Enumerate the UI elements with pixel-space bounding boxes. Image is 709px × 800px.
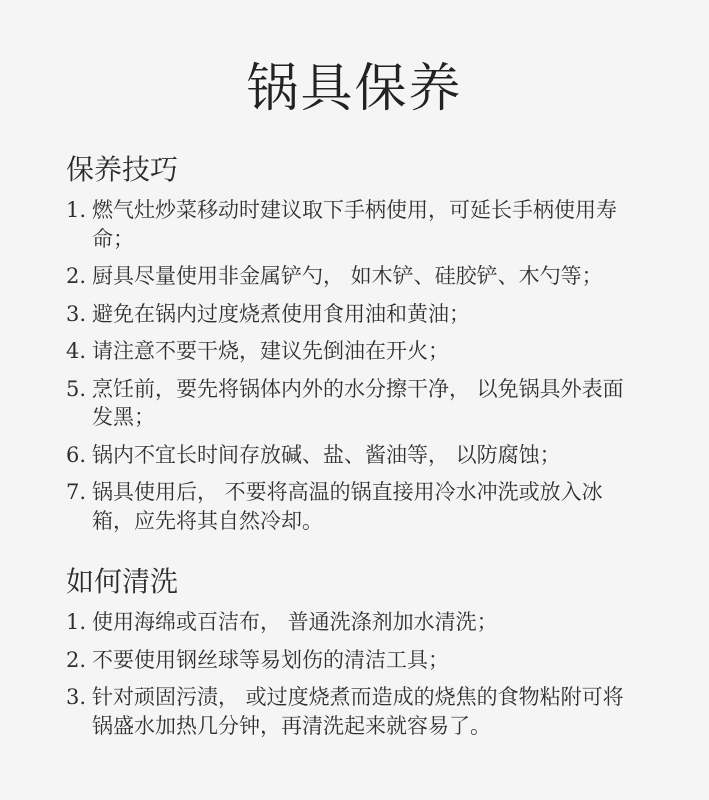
item-text: 燃气灶炒菜移动时建议取下手柄使用，可延长手柄使用寿命； (92, 198, 617, 251)
section-heading: 保养技巧 (66, 153, 179, 186)
item-text: 厨具尽量使用非金属铲勺， 如木铲、硅胶铲、木勺等； (92, 264, 603, 288)
item-number: 2. (66, 264, 87, 288)
list-item (66, 441, 636, 470)
section-heading: 如何清洗 (66, 565, 179, 598)
section-how-to-clean (66, 562, 636, 749)
item-text: 锅内不宜长时间存放碱、盐、酱油等， 以防腐蚀； (92, 442, 561, 467)
item-number: 2. (66, 647, 87, 672)
list-item (66, 337, 636, 366)
list-item (66, 683, 636, 740)
list-item (66, 375, 636, 432)
list-item (66, 300, 636, 329)
list-item (66, 196, 636, 253)
item-number: 1. (66, 198, 87, 222)
item-text: 烹饪前，要先将锅体内外的水分擦干净， 以免锅具外表面发黑； (92, 376, 624, 429)
list-item (66, 608, 636, 637)
section-maintenance-tips (66, 150, 636, 544)
item-text: 请注意不要干烧，建议先倒油在开火； (92, 339, 449, 363)
item-text: 针对顽固污渍， 或过度烧煮而造成的烧焦的食物粘附可将锅盛水加热几分钟，再清洗起来就容易了。 (92, 685, 624, 738)
item-number: 5. (66, 376, 87, 401)
list-item (66, 478, 636, 535)
item-number: 7. (66, 480, 87, 504)
cleaning-list (66, 608, 636, 740)
item-text: 避免在锅内过度烧煮使用食用油和黄油； (92, 301, 470, 326)
item-text: 不要使用钢丝球等易划伤的清洁工具； (92, 647, 449, 672)
item-text: 使用海绵或百洁布， 普通洗涤剂加水清洗； (92, 610, 498, 634)
list-item (66, 646, 636, 675)
item-number: 6. (66, 442, 87, 467)
list-item (66, 262, 636, 291)
item-number: 3. (66, 685, 87, 709)
item-number: 4. (66, 339, 87, 363)
page-title: 锅具保养 (246, 59, 463, 119)
item-number: 3. (66, 301, 87, 326)
item-text: 锅具使用后， 不要将高温的锅直接用冷水冲洗或放入冰箱，应先将其自然冷却。 (92, 480, 603, 533)
item-number: 1. (66, 610, 87, 634)
tips-list (66, 196, 636, 535)
